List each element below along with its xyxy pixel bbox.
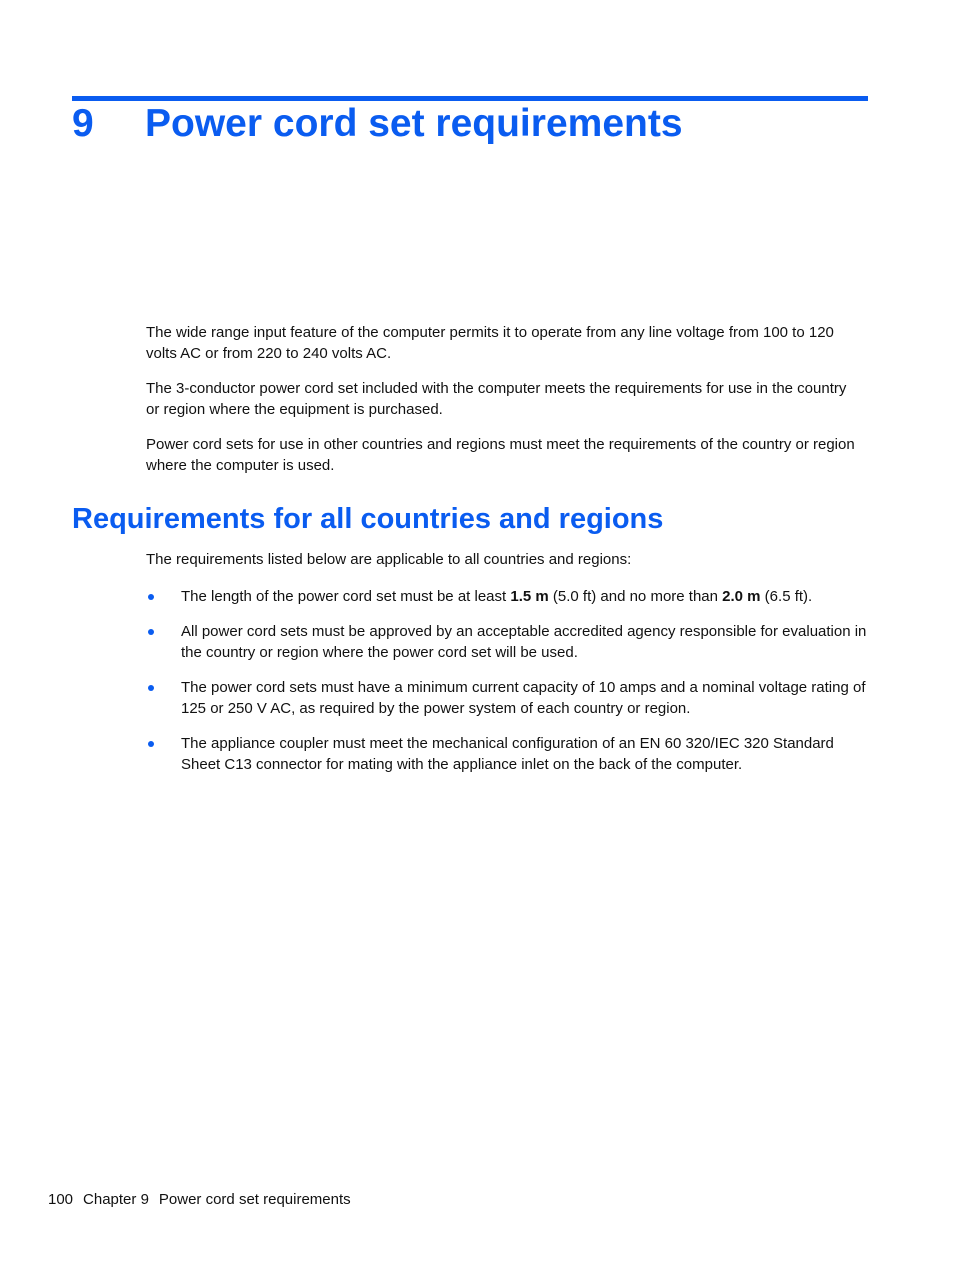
section-heading: Requirements for all countries and regions — [72, 503, 664, 535]
bullet-icon — [148, 685, 154, 691]
bullet-text: The appliance coupler must meet the mechanical configuration of an EN 60 320/IEC 320 Standard Sheet C13 connector for mating with the appliance inlet on the back of the computer. — [181, 735, 834, 773]
bullet-bold-value: 1.5 m — [510, 588, 549, 605]
intro-paragraph: The 3-conductor power cord set included with the computer meets the requirements for use in the country or region where the equipment is purchased. — [146, 380, 847, 418]
page-number: 100 — [48, 1191, 74, 1208]
list-item — [146, 733, 876, 775]
bullet-text: (6.5 ft). — [760, 588, 813, 605]
chapter-heading — [72, 100, 683, 148]
bullet-icon — [148, 594, 154, 600]
bullet-text: All power cord sets must be approved by an acceptable accredited agency responsible for evaluation in the country or region where the power cord set will be used. — [181, 623, 867, 661]
list-item — [146, 586, 876, 607]
bullet-text: (5.0 ft) and no more than — [548, 588, 723, 605]
requirements-list — [146, 586, 876, 789]
bullet-text: The length of the power cord set must be at least — [181, 588, 511, 605]
footer-chapter-title: Power cord set requirements — [158, 1191, 351, 1208]
footer-chapter-label: Chapter 9 — [83, 1191, 149, 1208]
intro-paragraph: Power cord sets for use in other countries and regions must meet the requirements of the country or region where the computer is used. — [146, 436, 855, 474]
chapter-title: Power cord set requirements — [145, 102, 683, 145]
chapter-number: 9 — [72, 102, 94, 145]
bullet-text: The power cord sets must have a minimum current capacity of 10 amps and a nominal voltage rating of 125 or 250 V AC, as required by the power system of each country or region. — [181, 679, 866, 717]
bullet-bold-value: 2.0 m — [722, 588, 761, 605]
page-footer — [48, 1189, 361, 1210]
list-item — [146, 677, 876, 719]
bullet-icon — [148, 629, 154, 635]
section-lead: The requirements listed below are applicable to all countries and regions: — [146, 551, 632, 568]
list-item — [146, 621, 876, 663]
intro-paragraph: The wide range input feature of the computer permits it to operate from any line voltage from 100 to 120 volts AC or from 220 to 240 volts AC. — [146, 324, 834, 362]
bullet-icon — [148, 741, 154, 747]
